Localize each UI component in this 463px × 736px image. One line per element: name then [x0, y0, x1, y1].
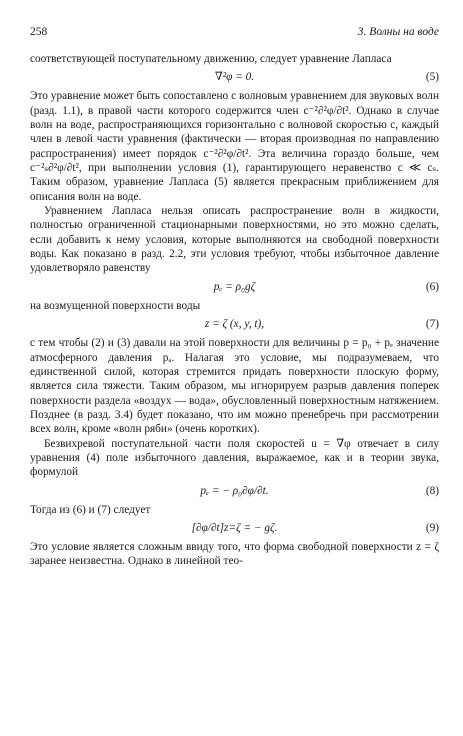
equation-9-number: (9)	[425, 521, 439, 534]
equation-6-formula: pₑ = ρ₀gζ	[213, 280, 256, 293]
equation-8-formula: pₑ = − ρ₀∂φ/∂t.	[200, 484, 269, 497]
paragraph-8: Это условие является сложным ввиду того, что форма свободной поверхности z = ζ заранее неизвестна. Однако в линейной тео-	[30, 540, 439, 568]
equation-9	[30, 519, 439, 538]
paragraph-1: соответствующей поступательному движению, следует уравнение Лапласа	[30, 53, 392, 65]
equation-5-number: (5)	[425, 71, 439, 84]
page-number: 258	[30, 26, 48, 38]
equation-7-number: (7)	[425, 318, 439, 331]
equation-7-formula: z = ζ (x, y, t),	[204, 318, 265, 331]
equation-7	[30, 315, 439, 334]
equation-6	[30, 278, 439, 297]
paragraph-7: Тогда из (6) и (7) следует	[30, 503, 151, 516]
equation-6-number: (6)	[425, 280, 439, 293]
equation-9-formula: [∂φ/∂t]z=ζ = − gζ.	[191, 521, 278, 534]
paragraph-6: Безвихревой поступательной части поля скоростей u = ∇φ отвечает в силу уравнения (4) поле избыточного давления, выражаемое, как и в теории звука, формулой	[30, 437, 439, 479]
equation-8	[30, 482, 439, 501]
paragraph-4: на возмущенной поверхности воды	[30, 299, 201, 312]
paragraph-5: с тем чтобы (2) и (3) давали на этой поверхности для величины p = p₀ + pₑ значение атмосферного давления pₐ. Налагая это условие, мы подразумеваем, что единственной силой, которая стремится придать поверхности плоскую форму, является сила тяжести. Таким образом, мы игнорируем разрыв давления поперек поверхности раздела «воздух — вода», обусловленный поверхностным натяжением. Позднее (в разд. 3.4) будет показано, что им можно пренебречь при рассмотрении всех волн, кроме «волн ряби» (очень коротких).	[30, 337, 439, 436]
paragraph-2: Это уравнение может быть сопоставлено с волновым уравнением для звуковых волн (разд. 1.1), в правой части которого содержится член c⁻²∂²φ/∂t². Однако в случае волн на воде, распространяющихся горизонтально с волновой скоростью c, каждый член в левой части уравнения (фактически — вторая производная по направлению распространения) имеет порядок c⁻²∂²φ/∂t². Эта величина гораздо больше, чем c⁻²ₛ∂²φ/∂t², при выполнении условия (1), гарантирующего неравенство c ≪ cₛ. Таким образом, уравнение Лапласа (5) является прекрасным приближением для описания волн на воде.	[30, 90, 439, 203]
equation-8-number: (8)	[425, 484, 439, 497]
chapter-title: 3. Волны на воде	[357, 26, 439, 38]
equation-5-formula: ∇²φ = 0.	[214, 71, 255, 84]
equation-5	[30, 68, 439, 87]
page-header	[30, 26, 439, 40]
page-body	[30, 52, 439, 569]
paragraph-3: Уравнением Лапласа нельзя описать распространение волн в жидкости, полностью ограниченной стационарными поверхностями, но это можно сделать, если добавить к нему условия, которые выполняются на свободной поверхности воды. Как показано в разд. 2.2, эти условия требуют, чтобы избыточное давление удовлетворяло равенству	[30, 205, 439, 275]
